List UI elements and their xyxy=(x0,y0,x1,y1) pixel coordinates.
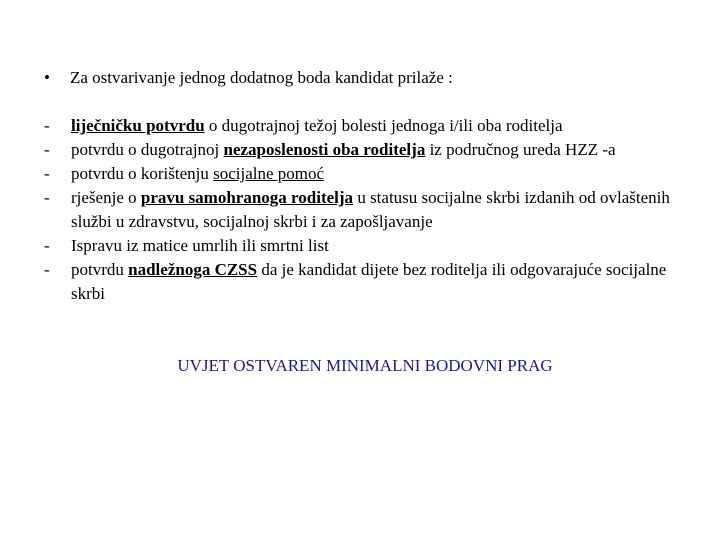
dash-icon: - xyxy=(44,116,50,135)
intro-text: Za ostvarivanje jednog dodatnog boda kandidat prilaže : xyxy=(70,68,453,87)
list-item xyxy=(44,114,684,138)
list-item xyxy=(44,162,684,186)
list-item xyxy=(44,258,684,306)
item-text: da je kandidat dijete bez roditelja ili odgovarajuće socijalne skrbi xyxy=(71,260,667,303)
list-item xyxy=(44,186,684,234)
item-text: potvrdu o dugotrajnoj xyxy=(71,140,224,159)
dash-icon: - xyxy=(44,188,50,207)
item-underlined: socijalne pomoć xyxy=(213,164,325,183)
bullet-icon: • xyxy=(44,68,50,87)
item-emphasis: liječničku potvrdu xyxy=(71,116,205,135)
intro-line xyxy=(44,66,453,90)
item-emphasis: nezaposlenosti oba roditelja xyxy=(223,140,426,159)
list-item xyxy=(44,138,684,162)
item-text: o dugotrajnoj težoj bolesti jednoga i/ili oba roditelja xyxy=(204,116,563,135)
dash-icon: - xyxy=(44,260,50,279)
required-documents-list xyxy=(44,114,684,306)
dash-icon: - xyxy=(44,236,50,255)
dash-icon: - xyxy=(44,164,50,183)
dash-icon: - xyxy=(44,140,50,159)
list-item xyxy=(44,234,684,258)
item-text: u statusu socijalne skrbi izdanih od ovlaštenih službi u zdravstvu, socijalnoj skrbi i za zapošljavanje xyxy=(71,188,670,231)
item-text: rješenje o xyxy=(71,188,141,207)
conclusion-text: UVJET OSTVAREN MINIMALNI BODOVNI PRAG xyxy=(177,356,553,375)
item-emphasis: pravu samohranoga roditelja xyxy=(140,188,354,207)
item-emphasis: nadležnoga CZSS xyxy=(128,260,258,279)
item-text: iz područnog ureda HZZ -a xyxy=(425,140,616,159)
item-text: potvrdu xyxy=(71,260,129,279)
item-text: potvrdu o korištenju xyxy=(71,164,214,183)
item-text: Ispravu iz matice umrlih ili smrtni list xyxy=(71,236,329,255)
